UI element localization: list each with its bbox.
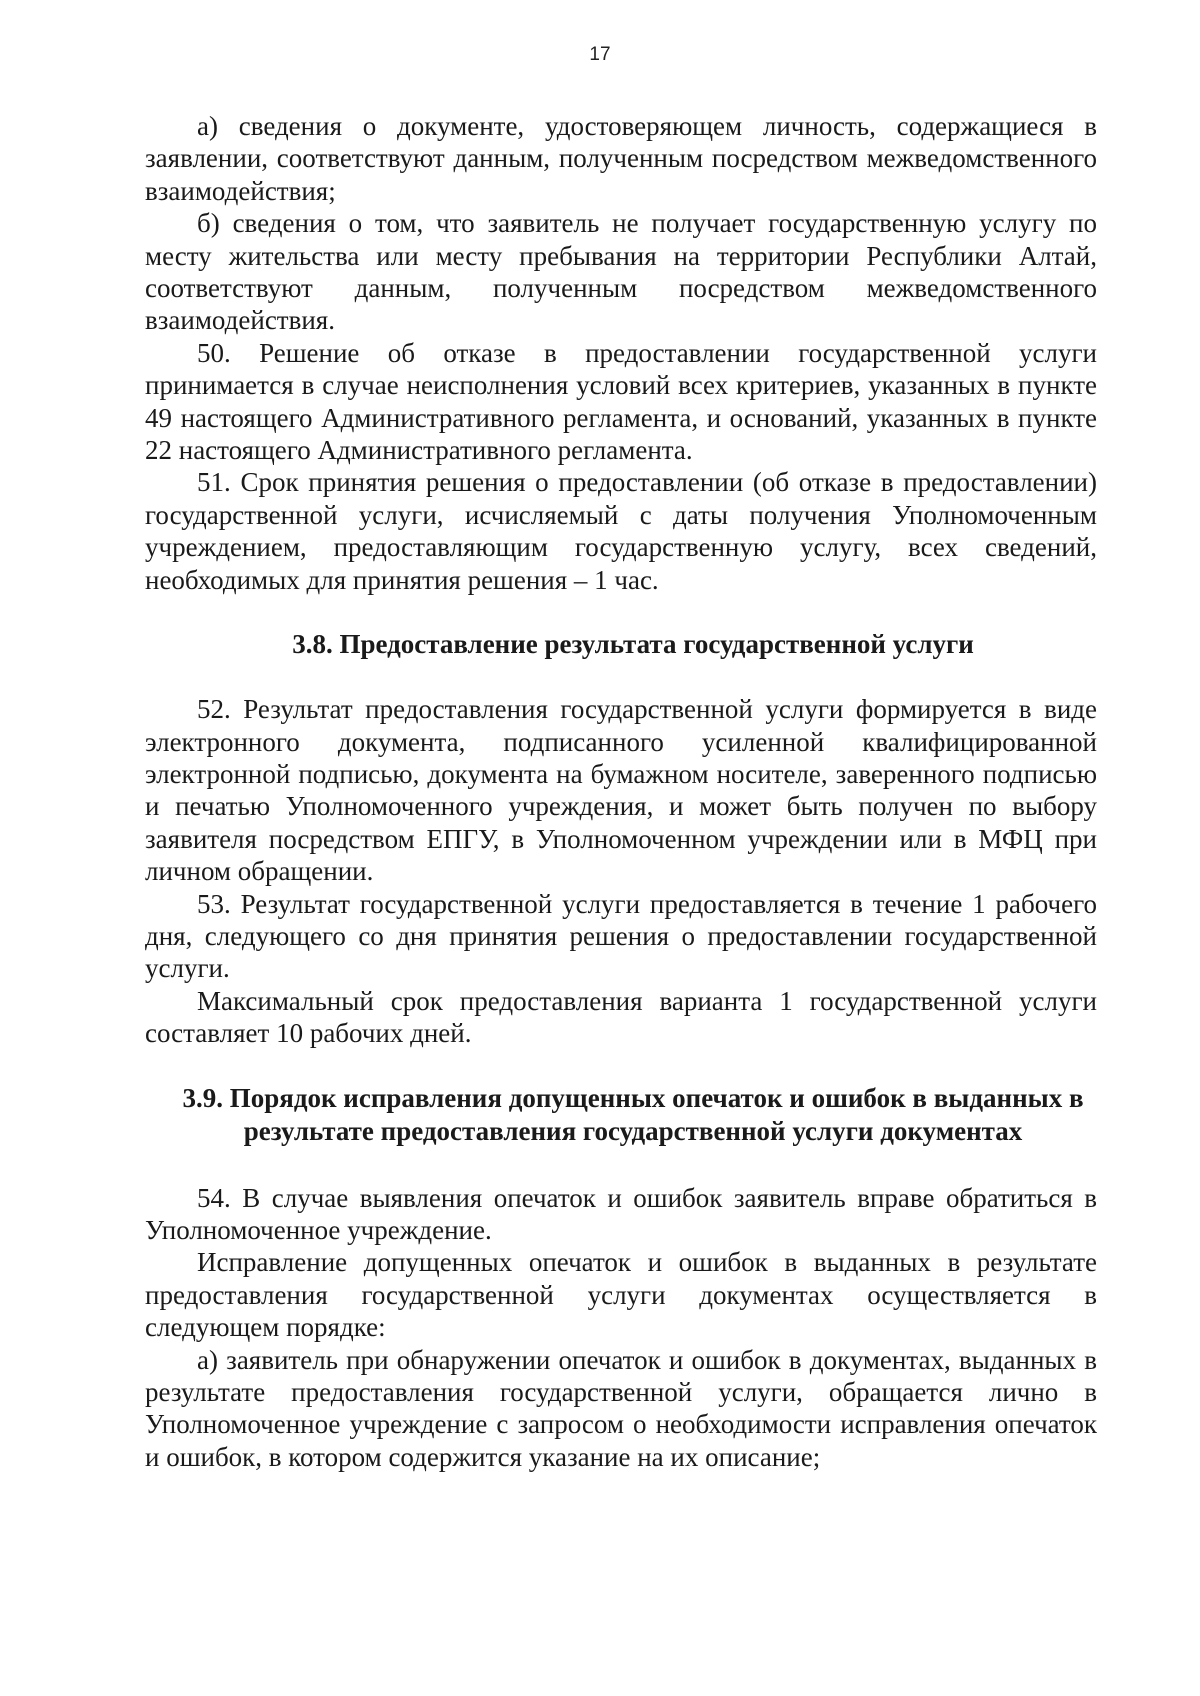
paragraph-54: 54. В случае выявления опечаток и ошибок заявитель вправе обратиться в Уполномоченное учреждение.: [145, 1182, 1097, 1245]
paragraph-a-identity: а) сведения о документе, удостоверяющем личность, содержащиеся в заявлении, соответствуют данным, полученным посредством межведомственного взаимодействия;: [145, 111, 1097, 206]
document-body: [145, 110, 1097, 1473]
section-3-9-heading: 3.9. Порядок исправления допущенных опечаток и ошибок в выданных в результате предоставления государственной услуги документах: [182, 1082, 1084, 1146]
paragraph-52: 52. Результат предоставления государственной услуги формируется в виде электронного документа, подписанного усиленной квалифицированной электронной подписью, документа на бумажном носителе, заверенного подписью и печатью Уполномоченного учреждения, и может быть получен по выбору заявителя посредством ЕПГУ, в Уполномоченном учреждении или в МФЦ при личном обращении.: [145, 694, 1097, 887]
paragraph-51: 51. Срок принятия решения о предоставлении (об отказе в предоставлении) государственной услуги, исчисляемый с даты получения Уполномоченным учреждением, предоставляющим государственную услугу, всех сведений, необходимых для принятия решения – 1 час.: [145, 467, 1097, 595]
paragraph-a-applicant: а) заявитель при обнаружении опечаток и ошибок в документах, выданных в результате предоставления государственной услуги, обращается лично в Уполномоченное учреждение с запросом о необходимости исправления опечаток и ошибок, в котором содержится указание на их описание;: [145, 1344, 1097, 1472]
paragraph-correction-order: Исправление допущенных опечаток и ошибок в выданных в результате предоставления государственной услуги документах осуществляется в следующем порядке:: [145, 1247, 1097, 1343]
paragraph-b-residence: б) сведения о том, что заявитель не получает государственную услугу по месту жительства или месту пребывания на территории Республики Алтай, соответствуют данным, полученным посредством межведомственного взаимодействия.: [145, 208, 1097, 336]
section-3-8-heading: 3.8. Предоставление результата государственной услуги: [292, 629, 974, 660]
page-number: 17: [589, 44, 611, 65]
paragraph-53: 53. Результат государственной услуги предоставляется в течение 1 рабочего дня, следующего со дня принятия решения о предоставлении государственной услуги.: [145, 888, 1097, 984]
paragraph-max-term: Максимальный срок предоставления варианта 1 государственной услуги составляет 10 рабочих дней.: [145, 985, 1097, 1049]
paragraph-50: 50. Решение об отказе в предоставлении государственной услуги принимается в случае неисполнения условий всех критериев, указанных в пункте 49 настоящего Административного регламента, и оснований, указанных в пункте 22 настоящего Административного регламента.: [145, 337, 1097, 466]
